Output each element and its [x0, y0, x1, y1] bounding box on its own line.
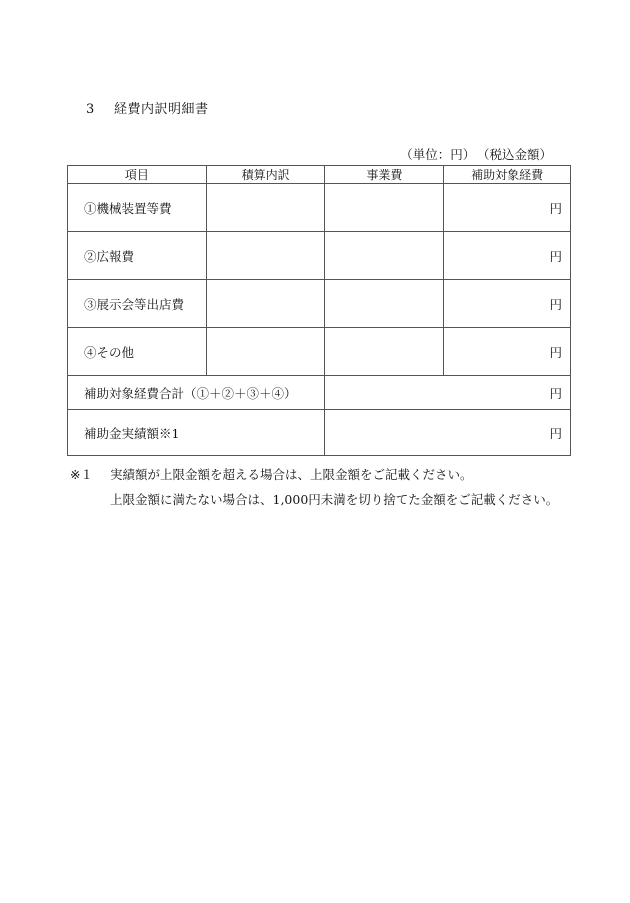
row-item-label: ②広報費	[68, 232, 207, 280]
total-amount-cell[interactable]: 円	[325, 376, 571, 410]
footnote-text-2: 上限金額に満たない場合は、1,000円未満を切り捨てた金額をご記載ください。	[110, 492, 559, 507]
footnote-line-1	[70, 462, 558, 487]
section-title: 経費内訳明細書	[114, 102, 209, 117]
section-number: 3	[86, 102, 95, 117]
footnote	[70, 462, 558, 512]
header-project-cost: 事業費	[325, 166, 444, 184]
table-row	[68, 232, 571, 280]
project-cost-cell[interactable]	[325, 328, 444, 376]
eligible-cost-cell[interactable]: 円	[444, 184, 571, 232]
breakdown-cell[interactable]	[206, 184, 325, 232]
project-cost-cell[interactable]	[325, 184, 444, 232]
row-item-label: ③展示会等出店費	[68, 280, 207, 328]
table-row	[68, 184, 571, 232]
footnote-text-1: 実績額が上限金額を超える場合は、上限金額をご記載ください。	[110, 467, 473, 482]
header-item: 項目	[68, 166, 207, 184]
eligible-cost-cell[interactable]: 円	[444, 280, 571, 328]
project-cost-cell[interactable]	[325, 232, 444, 280]
header-eligible-cost: 補助対象経費	[444, 166, 571, 184]
eligible-cost-cell[interactable]: 円	[444, 328, 571, 376]
actual-label: 補助金実績額※1	[68, 410, 325, 456]
actual-amount-cell[interactable]: 円	[325, 410, 571, 456]
unit-label: （単位：円）	[400, 147, 476, 162]
row-item-label: ①機械装置等費	[68, 184, 207, 232]
total-label: 補助対象経費合計（①＋②＋③＋④）	[68, 376, 325, 410]
table-row	[68, 280, 571, 328]
section-heading	[86, 98, 209, 117]
table-header-row	[68, 166, 571, 184]
row-item-label: ④その他	[68, 328, 207, 376]
breakdown-cell[interactable]	[206, 280, 325, 328]
eligible-cost-cell[interactable]: 円	[444, 232, 571, 280]
total-row	[68, 376, 571, 410]
table-row	[68, 328, 571, 376]
expense-table	[67, 165, 571, 456]
header-breakdown: 積算内訳	[206, 166, 325, 184]
project-cost-cell[interactable]	[325, 280, 444, 328]
breakdown-cell[interactable]	[206, 232, 325, 280]
actual-row	[68, 410, 571, 456]
unit-note	[400, 145, 552, 163]
footnote-mark: ※１	[70, 467, 93, 482]
tax-label: （税込金額）	[483, 147, 552, 162]
breakdown-cell[interactable]	[206, 328, 325, 376]
